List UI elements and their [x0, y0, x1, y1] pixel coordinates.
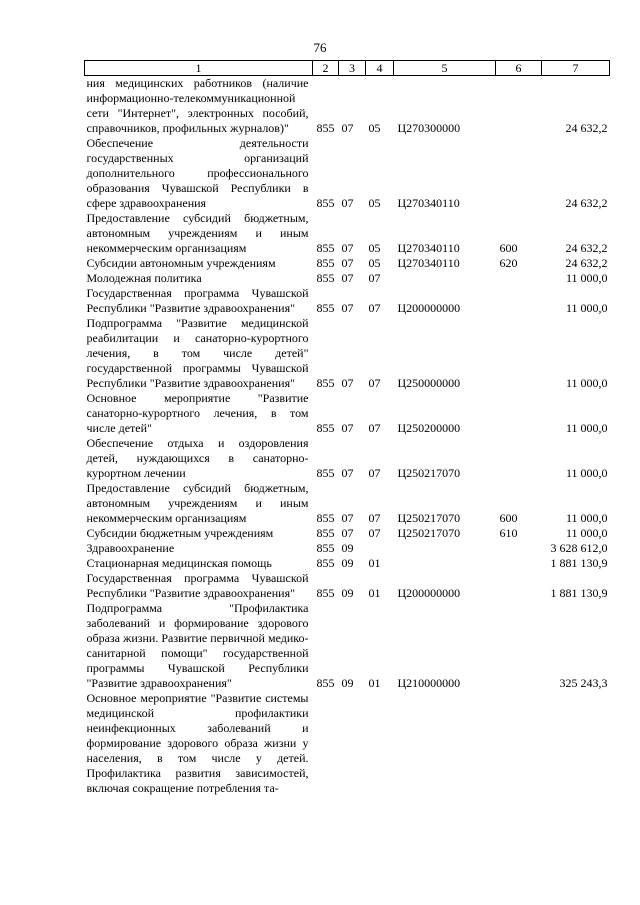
row-ministry-code: 855 — [316, 586, 335, 600]
row-amount: 3 628 612,0 — [550, 541, 608, 555]
row-target-article: Ц270300000 — [397, 121, 461, 135]
row-subsection-code: 07 — [368, 466, 381, 480]
row-section-code: 07 — [341, 466, 354, 480]
row-expense-type — [496, 436, 542, 481]
row-target-article: Ц250200000 — [397, 421, 461, 435]
row-amount: 11 000,0 — [565, 526, 608, 540]
row-target-article: Ц270340110 — [397, 241, 460, 255]
row-name-cell: Здравоохранение — [86, 541, 175, 555]
row-target-article — [394, 271, 496, 286]
row-section-code: 09 — [341, 586, 354, 600]
row-name-cell: Подпрограмма "Профилактика заболеваний и формирование здорового образа жизни. Развитие первичной медико-санитарной помощи" государственной программы Чувашской Республики "Развитие здравоохранения" — [86, 601, 309, 690]
row-section-code — [339, 691, 366, 796]
row-expense-type — [496, 136, 542, 211]
row-ministry-code: 855 — [316, 256, 335, 270]
row-target-article: Ц250000000 — [397, 376, 461, 390]
row-name-cell: Предоставление субсидий бюджетным, автономным учреждениям и иным некоммерческим организациям — [86, 211, 309, 255]
table-row — [85, 256, 610, 271]
row-amount: 11 000,0 — [565, 376, 608, 390]
row-expense-type: 600 — [499, 241, 518, 255]
row-name-cell: Субсидии автономным учреждениям — [86, 256, 276, 270]
row-target-article — [394, 691, 496, 796]
column-header: 2 — [313, 61, 339, 76]
table-row — [85, 601, 610, 691]
column-header: 5 — [394, 61, 496, 76]
table-row — [85, 526, 610, 541]
row-section-code: 07 — [341, 271, 354, 285]
row-section-code: 07 — [341, 511, 354, 525]
row-section-code: 07 — [341, 376, 354, 390]
row-expense-type: 600 — [499, 511, 518, 525]
row-name-cell: Основное мероприятие "Развитие санаторно-курортного лечения, в том числе детей" — [86, 391, 309, 435]
column-header: 7 — [542, 61, 610, 76]
row-target-article: Ц270340110 — [397, 196, 460, 210]
row-target-article: Ц250217070 — [397, 526, 461, 540]
row-ministry-code: 855 — [316, 556, 335, 570]
table-row — [85, 541, 610, 556]
row-amount: 325 243,3 — [559, 676, 608, 690]
row-section-code: 07 — [341, 256, 354, 270]
row-subsection-code: 07 — [368, 511, 381, 525]
table-row — [85, 691, 610, 796]
row-target-article: Ц200000000 — [397, 586, 461, 600]
row-ministry-code: 855 — [316, 466, 335, 480]
table-row — [85, 271, 610, 286]
row-amount: 1 881 130,9 — [550, 556, 608, 570]
column-header: 1 — [85, 61, 313, 76]
row-ministry-code: 855 — [316, 301, 335, 315]
row-expense-type — [496, 556, 542, 571]
row-subsection-code — [366, 541, 394, 556]
row-amount: 24 632,2 — [565, 196, 608, 210]
page-number: 76 — [313, 40, 327, 55]
row-amount: 11 000,0 — [565, 511, 608, 525]
row-name-cell: Обеспечение отдыха и оздоровления детей, нуждающихся в санаторно-курортном лечении — [86, 436, 309, 480]
table-body — [85, 76, 610, 797]
row-section-code: 07 — [341, 196, 354, 210]
row-amount: 24 632,2 — [565, 241, 608, 255]
row-subsection-code: 07 — [368, 526, 381, 540]
row-section-code: 09 — [341, 556, 354, 570]
table-row — [85, 136, 610, 211]
row-ministry-code: 855 — [316, 241, 335, 255]
row-expense-type — [496, 316, 542, 391]
row-section-code: 07 — [341, 526, 354, 540]
row-section-code: 07 — [341, 241, 354, 255]
row-amount: 24 632,2 — [565, 256, 608, 270]
row-ministry-code: 855 — [316, 376, 335, 390]
row-target-article: Ц210000000 — [397, 676, 461, 690]
row-expense-type — [496, 601, 542, 691]
row-expense-type — [496, 76, 542, 137]
table-row — [85, 556, 610, 571]
row-name-cell: Государственная программа Чувашской Республики "Развитие здравоохранения" — [86, 286, 309, 315]
row-expense-type: 610 — [499, 526, 518, 540]
table-row — [85, 286, 610, 316]
row-subsection-code: 05 — [368, 196, 381, 210]
row-amount: 11 000,0 — [565, 301, 608, 315]
row-expense-type — [496, 541, 542, 556]
row-subsection-code: 07 — [368, 421, 381, 435]
row-target-article: Ц250217070 — [397, 511, 461, 525]
row-ministry-code: 855 — [316, 271, 335, 285]
row-subsection-code: 07 — [368, 271, 381, 285]
row-amount — [542, 691, 610, 796]
row-name-cell: Субсидии бюджетным учреждениям — [86, 526, 274, 540]
table-row — [85, 391, 610, 436]
row-section-code: 07 — [341, 121, 354, 135]
row-ministry-code: 855 — [316, 421, 335, 435]
row-ministry-code: 855 — [316, 196, 335, 210]
row-subsection-code — [366, 691, 394, 796]
row-expense-type — [496, 571, 542, 601]
table-row — [85, 571, 610, 601]
row-ministry-code: 855 — [316, 511, 335, 525]
row-ministry-code — [313, 691, 339, 796]
row-ministry-code: 855 — [316, 121, 335, 135]
row-target-article: Ц200000000 — [397, 301, 461, 315]
row-name-cell: Государственная программа Чувашской Республики "Развитие здравоохранения" — [86, 571, 309, 600]
row-subsection-code: 07 — [368, 301, 381, 315]
column-header: 3 — [339, 61, 366, 76]
row-target-article — [394, 541, 496, 556]
row-subsection-code: 05 — [368, 241, 381, 255]
row-section-code: 09 — [341, 541, 354, 555]
row-name-cell: Стационарная медицинская помощь — [86, 556, 272, 570]
column-header: 4 — [366, 61, 394, 76]
row-target-article: Ц250217070 — [397, 466, 461, 480]
row-ministry-code: 855 — [316, 526, 335, 540]
row-section-code: 07 — [341, 421, 354, 435]
row-amount: 1 881 130,9 — [550, 586, 608, 600]
row-subsection-code: 01 — [368, 676, 381, 690]
row-name-cell: Подпрограмма "Развитие медицинской реабилитации и санаторно-курортного лечения, в том числе детей" государственной программы Чувашской Республики "Развитие здравоохранения" — [86, 316, 309, 390]
table-row — [85, 316, 610, 391]
budget-table — [84, 60, 610, 796]
table-row — [85, 436, 610, 481]
table-row — [85, 211, 610, 256]
row-amount: 11 000,0 — [565, 421, 608, 435]
table-row — [85, 76, 610, 137]
row-subsection-code: 01 — [368, 556, 381, 570]
row-name-cell: ния медицинских работников (наличие информационно-телекоммуникационной сети "Интернет", электронных пособий, справочников, профильных журналов)" — [86, 76, 309, 135]
row-expense-type — [496, 286, 542, 316]
row-name-cell: Обеспечение деятельности государственных организаций дополнительного профессионального образования Чувашской Республики в сфере здравоохранения — [86, 136, 309, 210]
column-header: 6 — [496, 61, 542, 76]
row-name-cell: Основное мероприятие "Развитие системы медицинской профилактики неинфекционных заболеваний и формирование здорового образа жизни у населения, в том числе у детей. Профилактика развития зависимостей, включая сокращение потребления та- — [86, 691, 309, 795]
row-amount: 11 000,0 — [565, 271, 608, 285]
row-subsection-code: 05 — [368, 121, 381, 135]
row-ministry-code: 855 — [316, 676, 335, 690]
row-expense-type: 620 — [499, 256, 518, 270]
table-row — [85, 481, 610, 526]
row-name-cell: Молодежная политика — [86, 271, 202, 285]
table-header-row — [85, 61, 610, 76]
row-ministry-code: 855 — [316, 541, 335, 555]
row-target-article: Ц270340110 — [397, 256, 460, 270]
row-subsection-code: 01 — [368, 586, 381, 600]
row-section-code: 07 — [341, 301, 354, 315]
row-section-code: 09 — [341, 676, 354, 690]
row-amount: 24 632,2 — [565, 121, 608, 135]
row-subsection-code: 07 — [368, 376, 381, 390]
row-target-article — [394, 556, 496, 571]
row-name-cell: Предоставление субсидий бюджетным, автономным учреждениям и иным некоммерческим организациям — [86, 481, 309, 525]
row-expense-type — [496, 391, 542, 436]
row-expense-type — [496, 271, 542, 286]
row-subsection-code: 05 — [368, 256, 381, 270]
row-expense-type — [496, 691, 542, 796]
row-amount: 11 000,0 — [565, 466, 608, 480]
